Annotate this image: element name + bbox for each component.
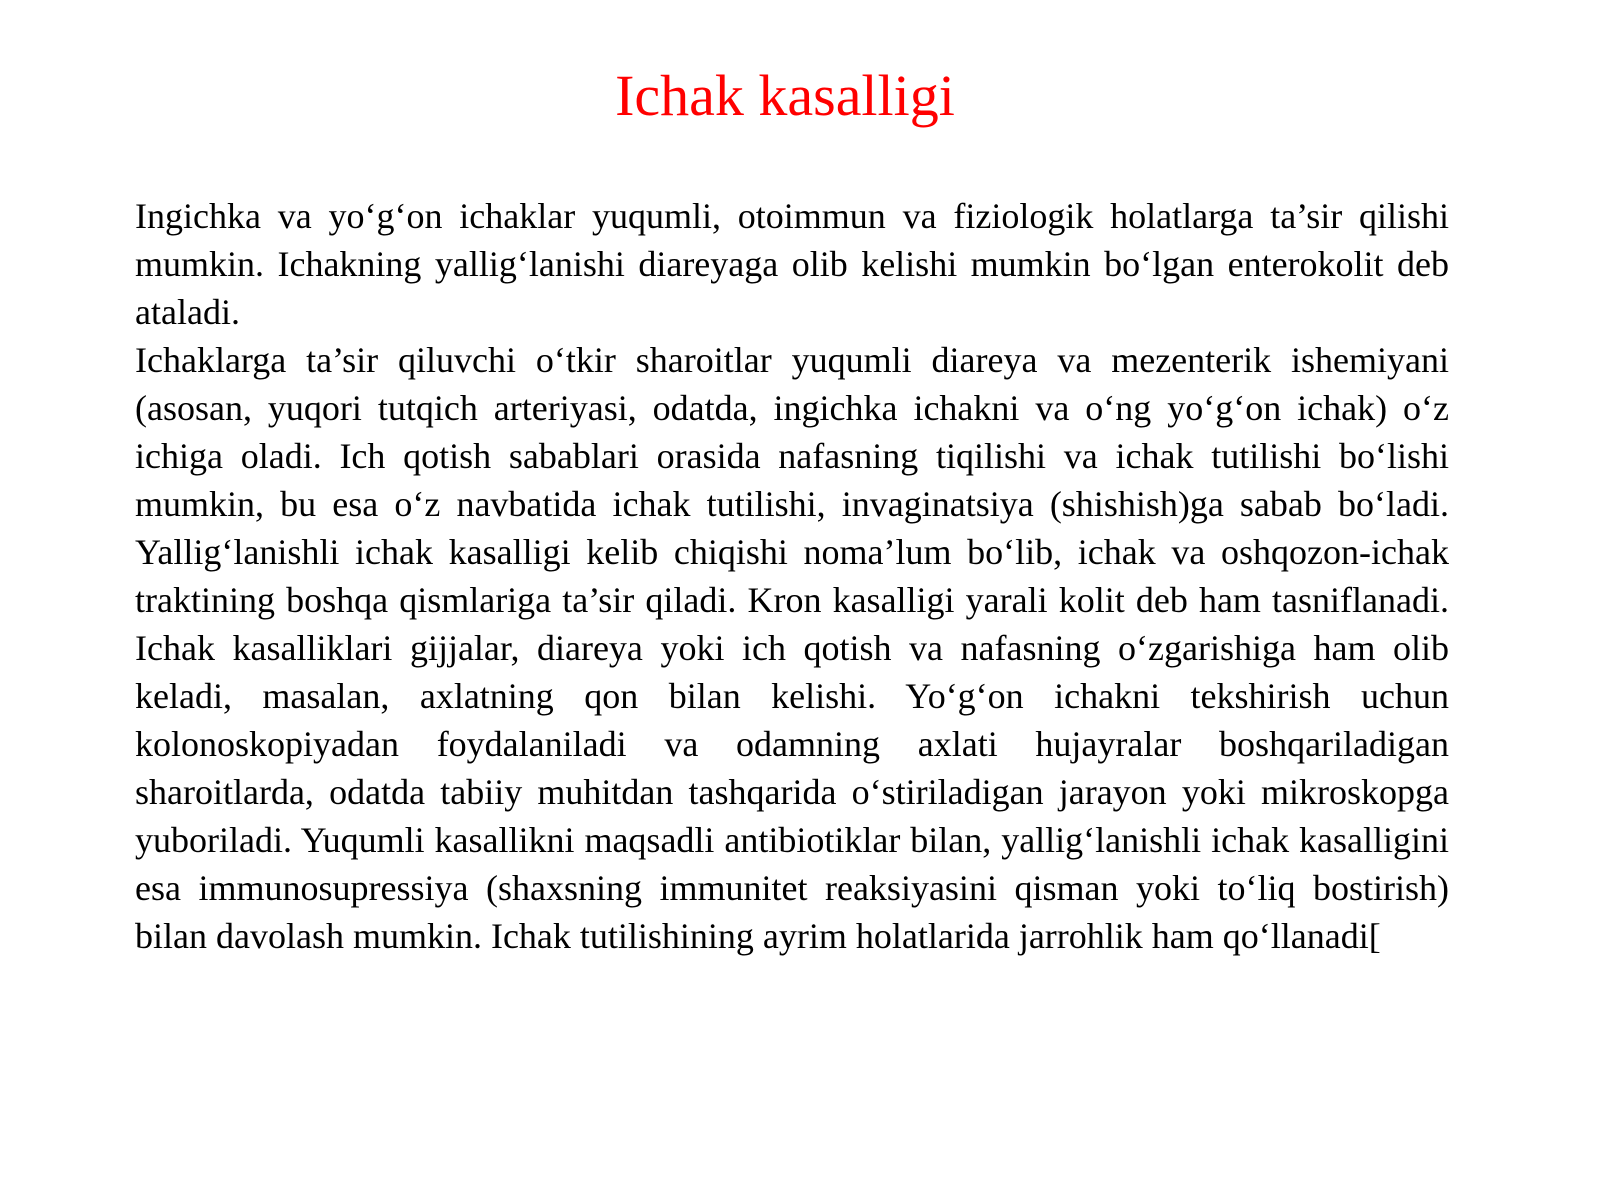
body-paragraph-1: Ingichka va yo‘g‘on ichaklar yuqumli, otoimmun va fiziologik holatlarga ta’sir qilishi mumkin. Ichakning yallig‘lanishi diareyaga olib kelishi mumkin bo‘lgan enterokolit deb ataladi.	[135, 196, 1449, 332]
slide-title: Ichak kasalligi	[615, 63, 955, 128]
slide-body	[135, 192, 1449, 960]
body-paragraph-2: Ichaklarga ta’sir qiluvchi o‘tkir sharoitlar yuqumli diareya va mezenterik ishemiyani (asosan, yuqori tutqich arteriyasi, odatda, ingichka ichakni va o‘ng yo‘g‘on ichak) o‘z ichiga oladi. Ich qotish sabablari orasida nafasning tiqilishi va ichak tutilishi bo‘lishi mumkin, bu esa o‘z navbatida ichak tutilishi, invaginatsiya (shishish)ga sabab bo‘ladi. Yallig‘lanishli ichak kasalligi kelib chiqishi noma’lum bo‘lib, ichak va oshqozon-ichak traktining boshqa qismlariga ta’sir qiladi. Kron kasalligi yarali kolit deb ham tasniflanadi. Ichak kasalliklari gijjalar, diareya yoki ich qotish va nafasning o‘zgarishiga ham olib keladi, masalan, axlatning qon bilan kelishi. Yo‘g‘on ichakni tekshirish uchun kolonoskopiyadan foydalaniladi va odamning axlati hujayralar boshqariladigan sharoitlarda, odatda tabiiy muhitdan tashqarida o‘stiriladigan jarayon yoki mikroskopga yuboriladi. Yuqumli kasallikni maqsadli antibiotiklar bilan, yallig‘lanishli ichak kasalligini esa immunosupressiya (shaxsning immunitet reaksiyasini qisman yoki to‘liq bostirish) bilan davolash mumkin. Ichak tutilishining ayrim holatlarida jarrohlik ham qo‘llanadi[	[135, 340, 1449, 956]
